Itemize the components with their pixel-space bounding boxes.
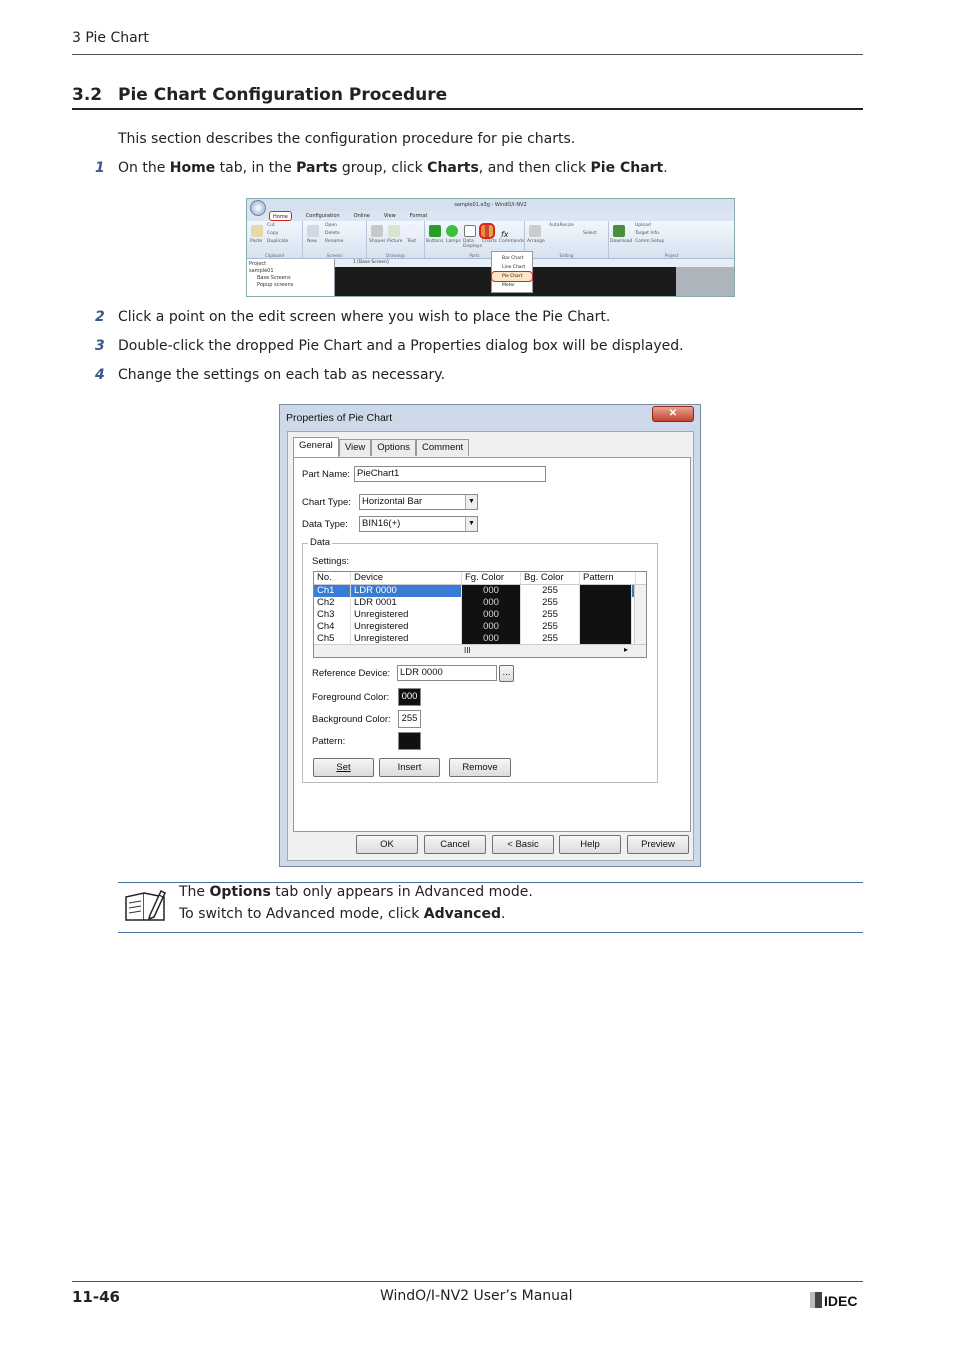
tab-comment[interactable]: Comment [416,439,469,456]
group-label: Project [664,253,679,258]
step-number: 3 [95,338,105,354]
menu-item-bar-chart[interactable]: Bar Chart [502,256,524,261]
page-number: 11-46 [72,1288,120,1306]
comm-setup-button[interactable]: Comm.Setup [635,239,665,244]
buttons-icon[interactable] [429,225,441,237]
step-bold: Charts [427,160,479,176]
new-screen-icon[interactable] [307,225,319,237]
settings-table[interactable] [313,571,647,658]
copy-button[interactable]: Copy [267,231,279,236]
cell-pattern [580,597,632,609]
step-bold: Home [169,160,216,176]
tab-online[interactable]: Online [353,213,370,219]
cell-no: Ch4 [314,621,351,633]
note-top-rule [118,882,863,883]
col-no[interactable]: No. [314,572,351,584]
project-tree-item[interactable]: Base Screens [257,275,291,281]
help-button[interactable]: Help [559,835,621,854]
cell-device: LDR 0000 [351,585,462,597]
group-project [609,221,734,258]
note-bold: Options [209,884,271,900]
insert-button[interactable]: Insert [379,758,440,777]
select-button[interactable]: Select [583,231,597,236]
background-color-label: Background Color: [312,714,391,725]
background-color-picker[interactable]: 255 [398,710,421,728]
arrange-button[interactable]: Arrange [527,239,545,244]
chevron-down-icon: ▼ [465,517,477,531]
ribbon-tabs [247,211,734,221]
chart-type-select[interactable] [359,494,478,510]
menu-item-line-chart[interactable]: Line Chart [502,265,526,270]
vertical-scrollbar[interactable] [634,585,646,644]
chart-type-value: Horizontal Bar [362,496,423,507]
dialog-tabs [293,437,469,457]
text-icon[interactable] [406,225,418,237]
tab-format[interactable]: Format [409,213,428,219]
note-text: To switch to Advanced mode, click [179,906,424,922]
browse-button[interactable]: ... [499,665,514,682]
col-pattern[interactable]: Pattern [580,572,636,584]
tab-view[interactable]: View [339,439,371,456]
charts-icon[interactable] [481,225,493,237]
ok-button[interactable]: OK [356,835,418,854]
basic-button[interactable]: < Basic [492,835,554,854]
section-title-text: Pie Chart Configuration Procedure [118,85,448,105]
header-rule [72,54,863,55]
table-row[interactable] [314,597,646,609]
lamps-icon[interactable] [446,225,458,237]
cell-bg: 255 [521,585,580,597]
step-number: 4 [95,367,105,383]
close-icon[interactable]: ✕ [652,406,694,422]
step-3 [95,338,684,354]
tab-home[interactable]: Home [269,211,292,221]
note-line-2 [179,906,505,922]
foreground-color-picker[interactable]: 000 [398,688,421,706]
svg-text:IDEC: IDEC [824,1293,858,1309]
table-row[interactable] [314,609,646,621]
cell-pattern [580,585,632,597]
settings-label: Settings: [312,556,349,567]
cell-fg: 000 [462,609,521,621]
group-label: Parts [469,253,480,258]
tab-view[interactable]: View [383,213,396,219]
note-pencil-icon [124,887,166,923]
part-name-label: Part Name: [302,469,351,480]
cell-device: LDR 0001 [351,597,462,609]
download-button[interactable]: Download [610,239,633,244]
preview-button[interactable]: Preview [627,835,689,854]
picture-icon[interactable] [388,225,400,237]
data-type-label: Data Type: [302,519,348,530]
general-tab-panel [293,457,691,832]
download-icon[interactable] [613,225,625,237]
cell-bg: 255 [521,633,580,645]
table-row[interactable] [314,585,646,597]
step-text: group, click [337,160,428,176]
chart-type-label: Chart Type: [302,497,351,508]
cell-no: Ch1 [314,585,351,597]
dialog-title: Properties of Pie Chart [286,412,393,424]
col-bg-color[interactable]: Bg. Color [521,572,580,584]
cell-fg: 000 [462,597,521,609]
step-text: . [663,160,668,176]
group-editing [525,221,609,258]
text-button[interactable]: Text [407,239,417,244]
group-label: Clipboard [264,253,285,258]
step-text: Change the settings on each tab as necessary. [118,367,446,383]
new-button[interactable]: New [307,239,317,244]
cut-button[interactable]: Cut [267,223,275,228]
project-pane-title: Project [249,261,267,267]
pattern-label: Pattern: [312,736,346,747]
delete-button[interactable]: Delete [325,231,340,236]
picture-button[interactable]: Picture [387,239,403,244]
step-text: On the [118,160,170,176]
paste-button[interactable]: Paste [250,239,263,244]
cell-no: Ch2 [314,597,351,609]
group-label: Editing [559,253,574,258]
idec-logo [810,1290,864,1310]
intro-paragraph: This section describes the configuration procedure for pie charts. [118,131,576,147]
step-text: Double-click the dropped Pie Chart and a Properties dialog box will be displayed. [118,338,684,354]
window-title-text: sample01.e3g - WindO/I-NV2 [454,202,527,208]
cell-no: Ch5 [314,633,351,645]
horizontal-scrollbar[interactable] [314,644,646,657]
scroll-thumb-grip: III [464,646,471,655]
pattern-picker[interactable] [398,732,421,750]
open-button[interactable]: Open [325,223,338,228]
step-text: Click a point on the edit screen where you wish to place the Pie Chart. [118,309,611,325]
upload-button[interactable]: Upload [635,223,651,228]
cancel-button[interactable]: Cancel [424,835,486,854]
menu-item-meter[interactable]: Meter [502,283,516,288]
cell-bg: 255 [521,597,580,609]
step-number: 1 [95,160,105,176]
cell-pattern [580,609,632,621]
data-displays-button[interactable]: Data Displays [463,239,482,249]
table-row[interactable] [314,621,646,633]
cell-bg: 255 [521,609,580,621]
tab-configuration[interactable]: Configuration [305,213,340,219]
commands-button[interactable]: Commands [499,239,525,244]
cell-pattern [580,621,632,633]
group-label: Screens [326,253,343,258]
cell-fg: 000 [462,585,521,597]
tab-general[interactable]: General [293,437,339,457]
menu-item-pie-chart[interactable]: Pie Chart [492,272,532,281]
rename-button[interactable]: Rename [325,239,344,244]
cell-fg: 000 [462,621,521,633]
running-head: 3 Pie Chart [72,30,149,46]
tab-options[interactable]: Options [371,439,416,456]
data-type-value: BIN16(+) [362,518,401,529]
note-text: tab only appears in Advanced mode. [270,884,533,900]
col-device[interactable]: Device [351,572,462,584]
lamps-button[interactable]: Lamps [446,239,461,244]
buttons-button[interactable]: Buttons [426,239,444,244]
data-type-select[interactable] [359,516,478,532]
note-bottom-rule [118,932,863,933]
step-bold: Parts [296,160,338,176]
table-header [314,572,646,585]
note-line-1 [179,884,533,900]
step-text: , and then click [478,160,591,176]
step-2 [95,309,610,325]
data-displays-icon[interactable] [464,225,476,237]
shapes-button[interactable]: Shapes [369,239,386,244]
app-orb-icon[interactable] [250,200,266,216]
screen-tab[interactable]: 1 [Base Screen] [335,259,734,267]
note-text: . [501,906,506,922]
section-title [72,85,447,105]
project-tree-item[interactable]: Popup screens [257,282,294,288]
footer-rule [72,1281,863,1282]
dialog-client [287,431,694,861]
autoresize-button[interactable]: AutoResize [549,223,574,228]
duplicate-button[interactable]: Duplicate [267,239,289,244]
part-name-input[interactable]: PieChart1 [354,466,546,482]
project-pane [247,259,335,297]
table-row[interactable] [314,633,646,643]
cell-device: Unregistered [351,621,462,633]
step-number: 2 [95,309,105,325]
arrange-icon[interactable] [529,225,541,237]
cell-device: Unregistered [351,633,462,645]
note-bold: Advanced [423,906,501,922]
edit-screen[interactable] [335,259,734,297]
group-label: Drawings [386,253,405,258]
remove-button[interactable]: Remove [449,758,511,777]
cell-bg: 255 [521,621,580,633]
group-screens [303,221,367,258]
charts-button[interactable]: Charts [482,239,497,244]
col-fg-color[interactable]: Fg. Color [462,572,521,584]
section-rule [72,108,863,110]
manual-title: WindO/I-NV2 User’s Manual [380,1288,573,1304]
cell-no: Ch3 [314,609,351,621]
section-number: 3.2 [72,85,103,105]
data-group-title: Data [310,537,331,548]
step-1 [95,160,668,176]
foreground-color-label: Foreground Color: [312,692,390,703]
step-4 [95,367,445,383]
paste-icon[interactable] [251,225,263,237]
project-tree-item[interactable]: sample01 [249,268,274,274]
charts-dropdown-menu [491,251,533,293]
cell-device: Unregistered [351,609,462,621]
reference-device-input[interactable]: LDR 0000 [397,665,497,681]
step-text: tab, in the [215,160,297,176]
properties-dialog [279,404,701,867]
target-info-button[interactable]: Target Info. [635,231,661,236]
step-bold: Pie Chart [590,160,664,176]
edit-screen-margin [676,267,734,297]
ribbon-window-title [247,199,734,211]
reference-device-label: Reference Device: [312,668,391,679]
group-drawings [367,221,425,258]
scroll-right-icon[interactable]: ▸ [623,645,628,654]
commands-icon[interactable]: fx [500,230,509,239]
chevron-down-icon: ▼ [465,495,477,509]
note-text: The [179,884,210,900]
group-clipboard [247,221,303,258]
set-button[interactable]: Set [313,758,374,777]
cell-fg: 000 [462,633,521,645]
shapes-icon[interactable] [371,225,383,237]
